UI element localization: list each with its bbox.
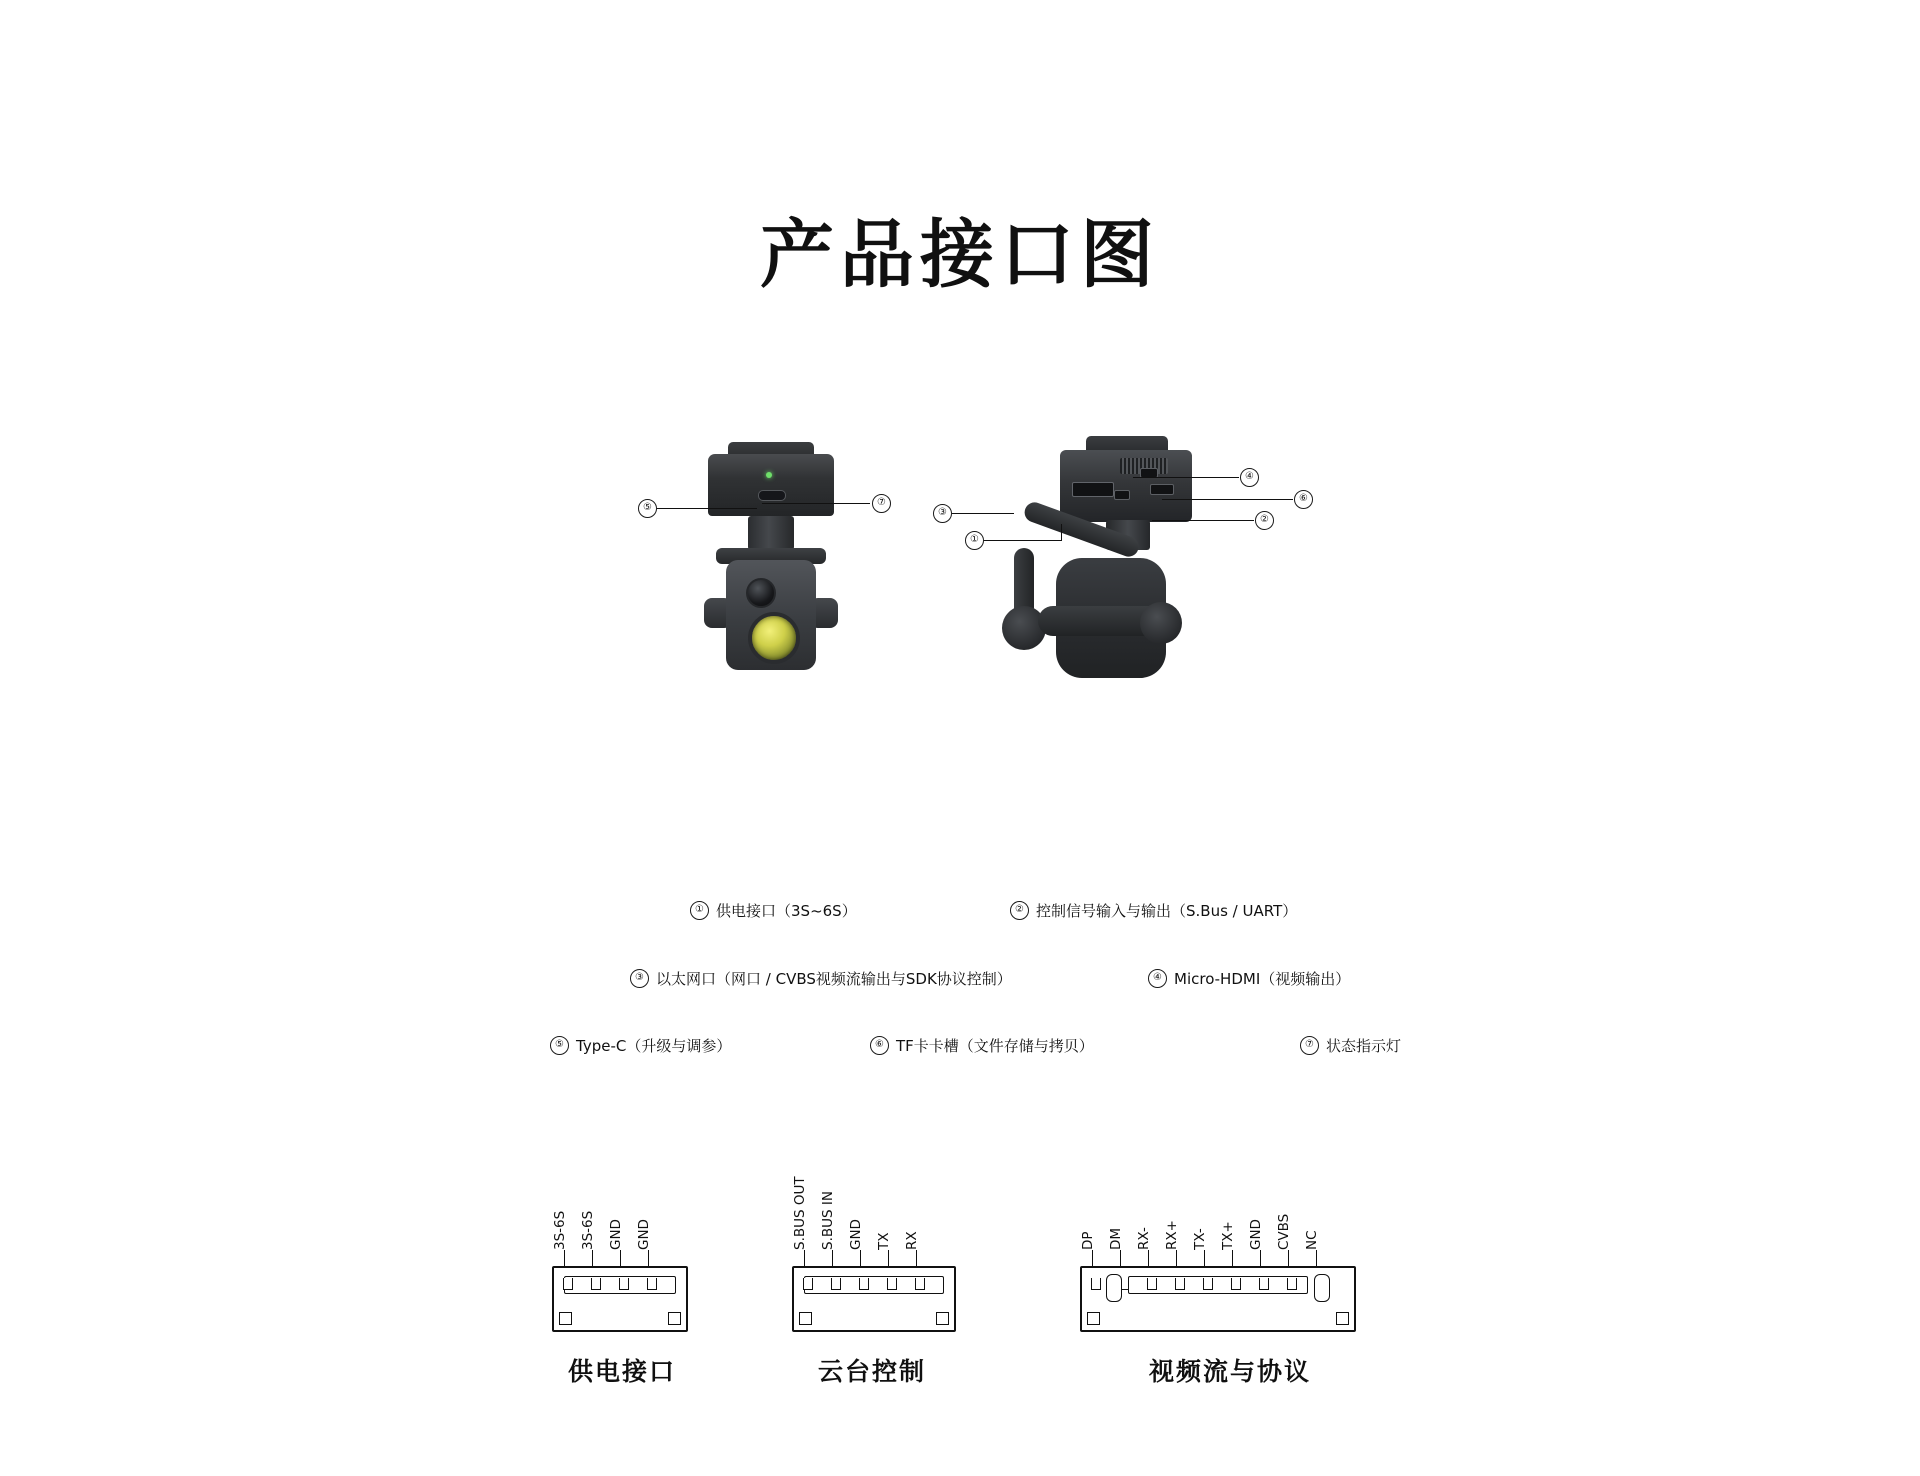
legend-num-2: ②	[1010, 901, 1029, 920]
connector-video-protocol-pinlines	[1080, 1250, 1380, 1266]
callout-3: ③	[933, 504, 952, 523]
thermal-lens	[746, 578, 776, 608]
connector-gimbal-control-labels	[792, 1120, 952, 1250]
leader-line-2	[1152, 520, 1254, 521]
legend-text-2: 控制信号输入与输出（S.Bus / UART）	[1036, 902, 1298, 920]
connector-gimbal-control-shell	[792, 1266, 956, 1332]
leader-line-6	[1162, 499, 1293, 500]
leader-line-1	[984, 540, 1062, 541]
legend-num-7: ⑦	[1300, 1036, 1319, 1055]
callout-4: ④	[1240, 468, 1259, 487]
legend-text-5: Type-C（升级与调参）	[576, 1037, 732, 1055]
pin-label: NC	[1304, 1230, 1320, 1250]
gimbal-rear-view	[990, 420, 1250, 760]
page-title: 产品接口图	[760, 212, 1160, 298]
pin-label: RX+	[1164, 1220, 1180, 1250]
connector-gimbal-control-name: 云台控制	[817, 1357, 926, 1386]
legend-num-3: ③	[630, 969, 649, 988]
connector-gimbal-control-key-left	[799, 1312, 812, 1325]
leader-line-4	[1133, 477, 1239, 478]
legend-item-4	[1148, 968, 1350, 989]
leader-line-5	[657, 508, 757, 509]
tf-card-slot	[1150, 484, 1174, 495]
connector-power-key-right	[668, 1312, 681, 1325]
front-yaw-neck	[748, 516, 794, 550]
connector-video-protocol-key-left	[1087, 1312, 1100, 1325]
connector-gimbal-control-pinlines	[792, 1250, 952, 1266]
pin-label: CVBS	[1276, 1213, 1292, 1250]
pin-label: 3S-6S	[552, 1210, 568, 1250]
legend-text-4: Micro-HDMI（视频输出）	[1174, 970, 1351, 988]
pin-label: GND	[1248, 1219, 1264, 1250]
connector-power-shell	[552, 1266, 688, 1332]
type-c-port	[758, 490, 786, 501]
pin-label: TX	[876, 1232, 892, 1250]
legend-item-3	[630, 968, 1012, 989]
gimbal-front-view	[670, 420, 870, 760]
legend-num-4: ④	[1148, 969, 1167, 988]
connector-power	[552, 1120, 692, 1388]
pin-label: TX-	[1192, 1228, 1208, 1250]
connector-video-protocol-latch-right	[1314, 1274, 1330, 1302]
pin-label: RX	[904, 1231, 920, 1250]
callout-5: ⑤	[638, 499, 657, 518]
pin-label: DP	[1080, 1231, 1096, 1250]
leader-line-3	[952, 513, 1014, 514]
legend-item-2	[1010, 900, 1297, 921]
callout-6: ⑥	[1294, 490, 1313, 509]
connector-video-protocol-shell	[1080, 1266, 1356, 1332]
ethernet-port	[1072, 482, 1114, 497]
connector-gimbal-control	[792, 1120, 952, 1388]
legend-text-6: TF卡卡槽（文件存储与拷贝）	[896, 1037, 1094, 1055]
pin-label: GND	[848, 1219, 864, 1250]
pin-label: S.BUS IN	[820, 1191, 836, 1250]
callout-7: ⑦	[872, 494, 891, 513]
legend-text-7: 状态指示灯	[1326, 1037, 1402, 1055]
leader-line-7	[762, 503, 870, 504]
pin-label: TX+	[1220, 1221, 1236, 1250]
legend-item-5	[550, 1035, 731, 1056]
connector-pinouts	[520, 1120, 1420, 1450]
pin-label: GND	[608, 1219, 624, 1250]
connector-video-protocol-latch-left	[1106, 1274, 1122, 1302]
callout-2: ②	[1255, 511, 1274, 530]
connector-video-protocol-key-right	[1336, 1312, 1349, 1325]
front-body	[708, 454, 834, 516]
main-lens	[748, 612, 800, 664]
connector-video-protocol-name: 视频流与协议	[1148, 1357, 1311, 1386]
connector-video-protocol	[1080, 1120, 1380, 1388]
leader-line-1-vertical	[1061, 524, 1062, 541]
legend-text-1: 供电接口（3S~6S）	[716, 902, 857, 920]
pin-label: RX-	[1136, 1227, 1152, 1250]
connector-power-labels	[552, 1120, 692, 1250]
legend-item-7	[1300, 1035, 1401, 1056]
callout-1: ①	[965, 531, 984, 550]
pin-label: DM	[1108, 1227, 1124, 1250]
pin-label: GND	[636, 1219, 652, 1250]
legend-num-1: ①	[690, 901, 709, 920]
connector-power-name: 供电接口	[567, 1357, 676, 1386]
legend-item-6	[870, 1035, 1094, 1056]
pin-label: S.BUS OUT	[792, 1176, 808, 1250]
pitch-motor	[1140, 602, 1182, 644]
connector-gimbal-control-key-right	[936, 1312, 949, 1325]
status-led-indicator	[766, 472, 772, 478]
legend-item-1	[690, 900, 857, 921]
connector-power-key-left	[559, 1312, 572, 1325]
pin-label: 3S-6S	[580, 1210, 596, 1250]
connector-video-protocol-labels	[1080, 1120, 1380, 1250]
legend-num-6: ⑥	[870, 1036, 889, 1055]
legend-list	[555, 880, 1420, 1060]
legend-text-3: 以太网口（网口 / CVBS视频流输出与SDK协议控制）	[656, 970, 1012, 988]
legend-num-5: ⑤	[550, 1036, 569, 1055]
power-port	[1114, 490, 1130, 500]
connector-power-pinlines	[552, 1250, 692, 1266]
